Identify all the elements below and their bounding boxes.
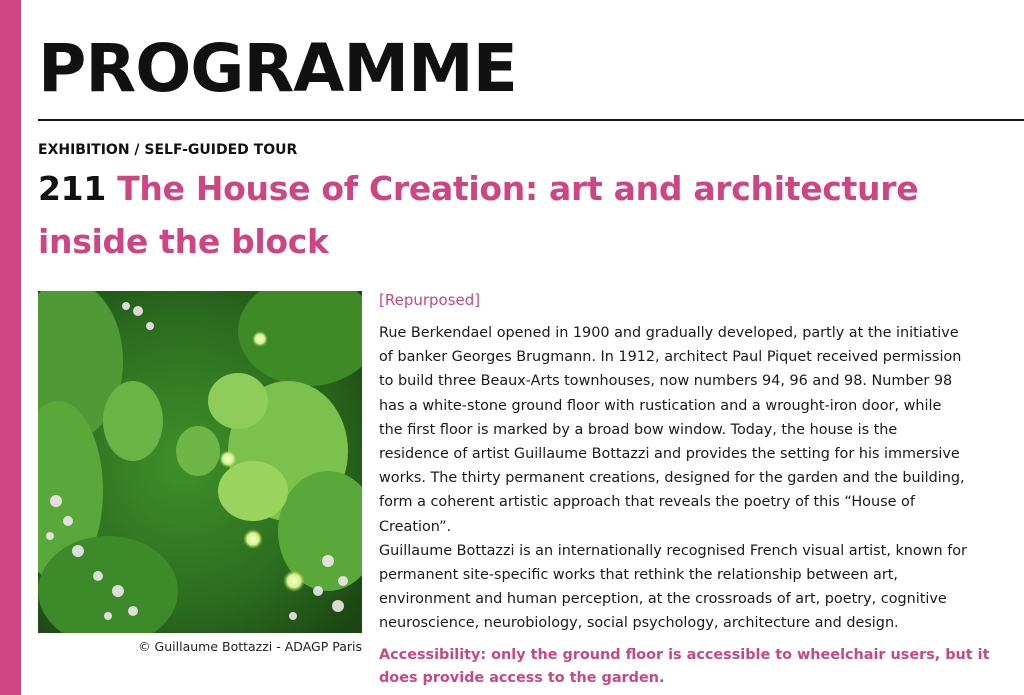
garden-photo — [38, 291, 362, 633]
event-description — [379, 321, 1019, 636]
event-number: 211 — [38, 169, 106, 208]
description-line: form a coherent artistic approach that reveals the poetry of this “House of — [379, 494, 915, 511]
accent-side-bar — [0, 0, 21, 695]
accessibility-line: Accessibility: only the ground floor is accessible to wheelchair users, but it — [379, 646, 990, 663]
description-line: neuroscience, neurobiology, social psychology, architecture and design. — [379, 615, 899, 632]
event-tag: [Repurposed] — [379, 291, 481, 309]
page-title: PROGRAMME — [38, 30, 517, 107]
title-divider — [38, 119, 1024, 121]
description-line: permanent site-specific works that rethink the relationship between art, — [379, 567, 898, 584]
description-line: the first floor is marked by a broad bow window. Today, the house is the — [379, 421, 898, 438]
event-heading — [38, 162, 1008, 268]
event-category: EXHIBITION / SELF-GUIDED TOUR — [38, 142, 298, 158]
description-line: environment and human perception, at the crossroads of art, poetry, cognitive — [379, 591, 947, 608]
description-line: to build three Beaux-Arts townhouses, now numbers 94, 96 and 98. Number 98 — [379, 373, 953, 390]
description-line: of banker Georges Brugmann. In 1912, architect Paul Piquet received permission — [379, 349, 962, 366]
accessibility-line: does provide access to the garden. — [379, 669, 665, 686]
description-line: has a white-stone ground floor with rustication and a wrought-iron door, while — [379, 397, 942, 414]
event-text-column — [379, 289, 1019, 690]
description-line: works. The thirty permanent creations, designed for the garden and the building, — [379, 470, 965, 487]
accessibility-note — [379, 644, 1019, 690]
description-line: Guillaume Bottazzi is an internationally recognised French visual artist, known for — [379, 542, 967, 559]
event-title: The House of Creation: art and architecture inside the block — [38, 169, 919, 261]
photo-credit: © Guillaume Bottazzi - ADAGP Paris — [138, 639, 362, 654]
description-line: Rue Berkendael opened in 1900 and gradually developed, partly at the initiative — [379, 325, 959, 341]
description-line: Creation”. — [379, 518, 452, 535]
description-line: residence of artist Guillaume Bottazzi and provides the setting for his immersive — [379, 446, 960, 463]
